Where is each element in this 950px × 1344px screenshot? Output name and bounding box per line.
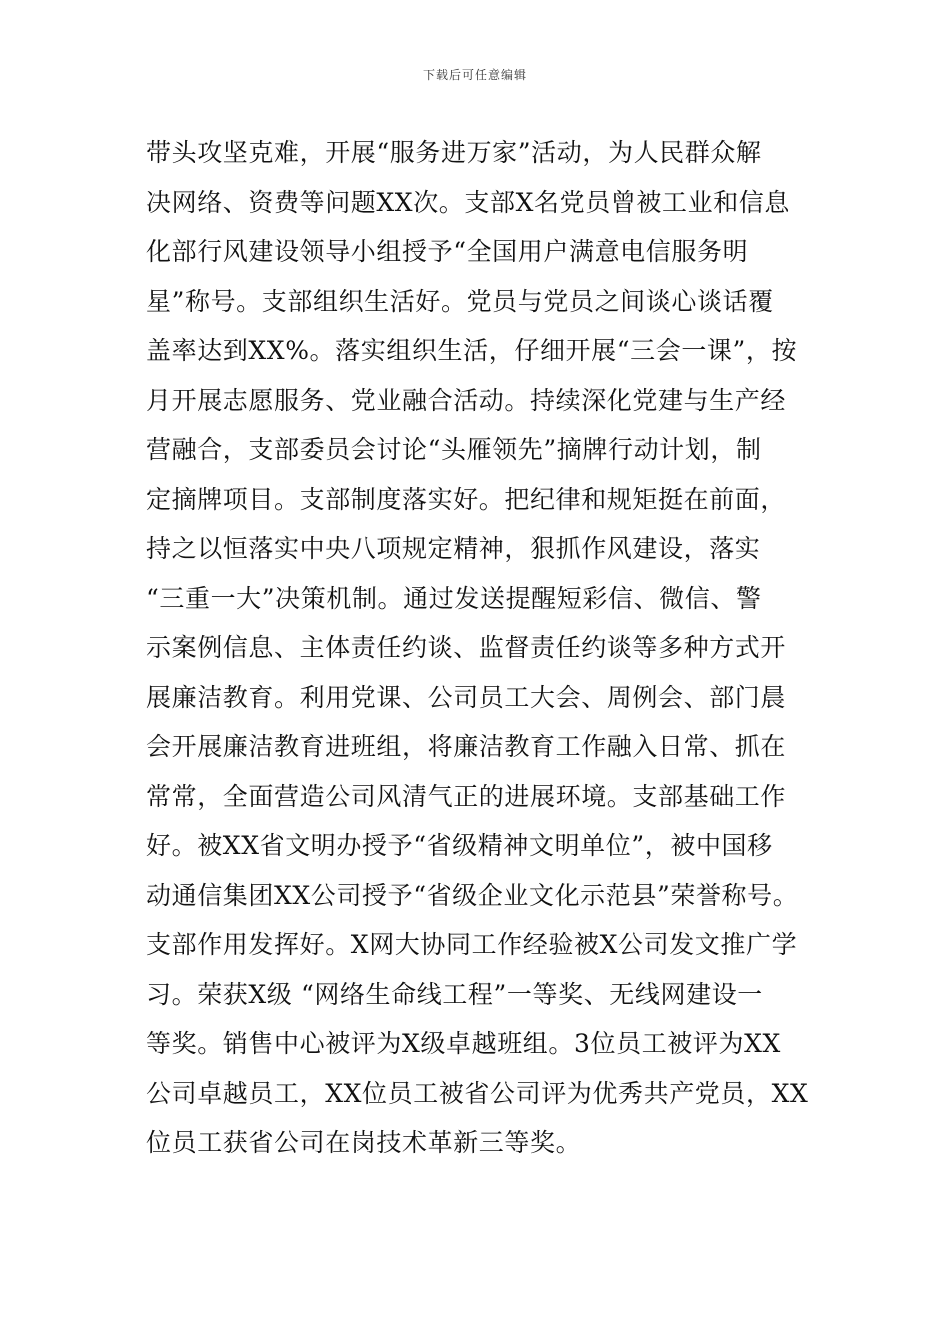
text-line: 月开展志愿服务、党业融合活动。持续深化党建与生产经 bbox=[146, 385, 787, 415]
text-line: 决网络、资费等问题XX次。支部X名党员曾被工业和信息 bbox=[146, 187, 790, 217]
text-line: 带头攻坚克难，开展“服务进万家”活动，为人民群众解 bbox=[146, 138, 762, 167]
text-line: 持之以恒落实中央八项规定精神，狠抓作风建设，落实 bbox=[146, 534, 761, 563]
text-line: 化部行风建设领导小组授予“全国用户满意电信服务明 bbox=[146, 237, 749, 266]
text-line: 营融合，支部委员会讨论“头雁领先”摘牌行动计划，制 bbox=[146, 435, 762, 464]
text-line: 示案例信息、主体责任约谈、监督责任约谈等多种方式开 bbox=[146, 633, 787, 662]
text-line: 好。被XX省文明办授予“省级精神文明单位”，被中国移 bbox=[146, 831, 773, 860]
text-line: 公司卓越员工，XX位员工被省公司评为优秀共产党员，XX bbox=[146, 1078, 809, 1108]
text-line: 位员工获省公司在岗技术革新三等奖。 bbox=[146, 1128, 582, 1157]
text-line: 定摘牌项目。支部制度落实好。把纪律和规矩挺在前面， bbox=[146, 484, 787, 514]
text-line: 星”称号。支部组织生活好。党员与党员之间谈心谈话覆 bbox=[146, 286, 774, 316]
text-line: 支部作用发挥好。X网大协同工作经验被X公司发文推广学 bbox=[146, 930, 798, 959]
text-line: 展廉洁教育。利用党课、公司员工大会、周例会、部门晨 bbox=[146, 682, 787, 712]
text-line: 动通信集团XX公司授予“省级企业文化示范县”荣誉称号。 bbox=[146, 880, 799, 910]
text-line: 盖率达到XX%。落实组织生活，仔细开展“三会一课”，按 bbox=[146, 336, 798, 365]
text-line: “三重一大”决策机制。通过发送提醒短彩信、微信、警 bbox=[146, 583, 762, 613]
page-header: 下载后可任意编辑 bbox=[422, 68, 527, 82]
text-line: 等奖。销售中心被评为X级卓越班组。3位员工被评为XX bbox=[146, 1029, 781, 1058]
text-line: 会开展廉洁教育进班组，将廉洁教育工作融入日常、抓在 bbox=[146, 732, 787, 761]
body-text bbox=[146, 128, 826, 1168]
text-line: 常常，全面营造公司风清气正的进展环境。支部基础工作 bbox=[146, 781, 787, 811]
text-line: 习。荣获X级 “网络生命线工程”一等奖、无线网建设一 bbox=[146, 979, 763, 1009]
